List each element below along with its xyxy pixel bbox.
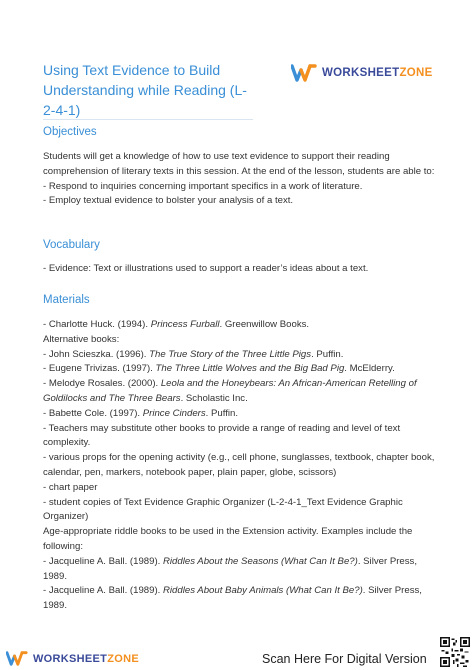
- materials-heading: Materials: [43, 294, 90, 306]
- material-item: Alternative books:: [43, 333, 120, 345]
- material-item: - various props for the opening activity (e.g., cell phone, sunglasses, textbook, chapter book, calendar, pen, markers, notebook paper, plain paper, globe, scissors): [43, 452, 435, 478]
- material-item: - student copies of Text Evidence Graphic Organizer (L-2-4-1_Text Evidence Graphic Organizer): [43, 496, 403, 523]
- material-item: - Melodye Rosales. (2000). Leola and the Honeybears: An African-American Retelling of Goldilocks and The Three Bears. Scholastic Inc.: [43, 378, 417, 404]
- material-item: - Teachers may substitute other books to provide a range of reading and level of text complexity.: [43, 422, 401, 449]
- material-item: - Babette Cole. (1997). Prince Cinders. Puffin.: [43, 407, 239, 419]
- worksheetzone-logo[interactable]: [291, 63, 433, 83]
- scan-caption: Scan Here For Digital Version: [262, 652, 427, 666]
- worksheetzone-w-icon: [6, 651, 28, 666]
- vocabulary-body: [43, 262, 435, 277]
- material-item: - Jacqueline A. Ball. (1989). Riddles About Baby Animals (What Can It Be?). Silver Press, 1989.: [43, 585, 422, 612]
- qr-code-icon[interactable]: [440, 637, 470, 667]
- vocabulary-heading: Vocabulary: [43, 239, 100, 251]
- vocabulary-item: - Evidence: Text or illustrations used to support a reader’s ideas about a text.: [43, 263, 369, 274]
- title-divider: [43, 119, 253, 120]
- worksheetzone-w-icon: [291, 64, 317, 82]
- material-item: - Jacqueline A. Ball. (1989). Riddles About the Seasons (What Can It Be?). Silver Press, 1989.: [43, 555, 418, 582]
- logo-word-worksheet: WORKSHEET: [322, 67, 400, 79]
- material-item: - chart paper: [43, 481, 98, 493]
- logo-word-zone: ZONE: [399, 67, 433, 79]
- objectives-intro: Students will get a knowledge of how to use text evidence to support their reading comprehension of literary texts in this session. At the end of the lesson, students are able to:: [43, 151, 435, 177]
- material-item: - John Scieszka. (1996). The True Story of the Three Little Pigs. Puffin.: [43, 348, 344, 360]
- objectives-heading: Objectives: [43, 126, 97, 138]
- material-item: Age-appropriate riddle books to be used in the Extension activity. Examples include the following:: [43, 526, 413, 552]
- objectives-body: [43, 150, 435, 209]
- material-item: - Charlotte Huck. (1994). Princess Furball. Greenwillow Books.: [43, 319, 310, 330]
- footer-logo-word-worksheet: WORKSHEET: [33, 652, 108, 665]
- footer-logo-word-zone: ZONE: [107, 652, 139, 665]
- material-item: - Eugene Trivizas. (1997). The Three Little Wolves and the Big Bad Pig. McElderry.: [43, 363, 395, 375]
- objective-item: - Respond to inquiries concerning important specifics in a work of literature.: [43, 180, 363, 192]
- materials-body: [43, 318, 435, 614]
- footer-logo[interactable]: [6, 651, 139, 666]
- page-title: Using Text Evidence to Build Understanding while Reading (L-2-4-1): [43, 62, 247, 118]
- objective-item: - Employ textual evidence to bolster your analysis of a text.: [43, 195, 294, 207]
